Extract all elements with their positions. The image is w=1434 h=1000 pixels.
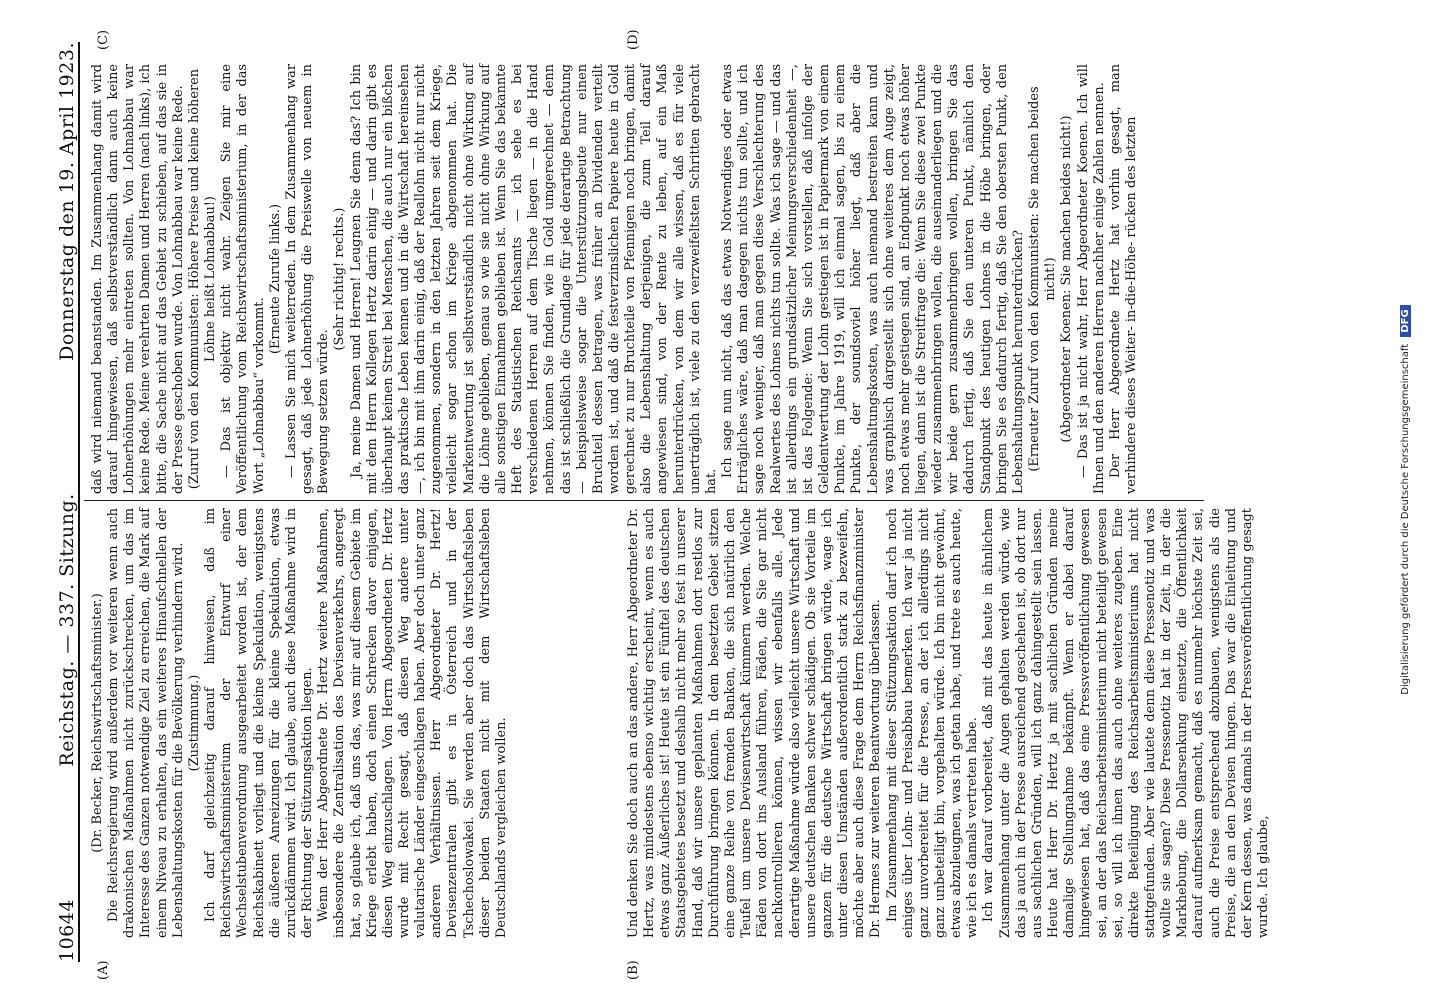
- paragraph: — Lassen Sie mich weiterreden. In dem Zusammenhang war gesagt, daß jede Lohnerhöhung die Preiswelle von neuem in Bewegung setzen würde.: [283, 64, 332, 494]
- reaction-line: (Abgeordneter Koenen: Sie machen beides nicht!): [1059, 115, 1075, 443]
- column-left-upper: [90, 508, 620, 938]
- dfg-logo: DFG: [1400, 305, 1411, 336]
- paragraph: Ich darf gleichzeitig darauf hinweisen, daß im Reichswirtschaftsministerium der Entwurf einer Wechselstubenverordnung ausgearbeitet worden ist, der dem Reichskabinett vorliegt und die kleine Spekulation, wenigstens die äußeren Anreizungen für die kleine Spekulation, etwas zurückdämmen wird. Ich glaube, auch diese Maßnahme wird in der Richtung der Stützungsaktion liegen.: [203, 508, 316, 938]
- reaction-line: (Zustimmung.): [186, 674, 202, 772]
- column-left-lower: [626, 508, 1272, 938]
- paragraph: Und denken Sie doch auch an das andere, Herr Abgeordneter Dr. Hertz, was mindestens ebenso wichtig erscheint, wenn es auch etwas ganz Äußerliches ist! Heute ist ein Fünftel des deutschen Staatsgebietes besetzt und deshalb nicht mehr so fest in unserer Hand, daß wir unsere geplanten Maßnahmen dort restlos zur Durchführung bringen können. In dem besetzten Gebiet sitzen eine ganze Reihe von fremden Banken, die sich natürlich den Teufel um unsere Devisenwirtschaft kümmern werden. Welche Fäden von dort ins Ausland führen, Fäden, die Sie gar nicht nachkontrollieren können, wissen wir ebenfalls alle. Jede derartige Maßnahme würde also vielleicht unsere Wirtschaft und unsere deutschen Banken schwer schädigen. Ob sie Vorteile im ganzen für die deutsche Wirtschaft bringen würde, wage ich unter diesen Umständen außerordentlich stark zu bezweifeln, möchte aber auch diese Frage dem Herrn Reichsfinanzminister Dr. Hermes zur weiteren Beantwortung überlassen.: [626, 508, 884, 938]
- reaction-line: (Erneute Zurufe links.): [267, 203, 283, 355]
- credit-text: Digitalisierung gefördert durch die Deutsche Forschungsgemeinschaft: [1400, 343, 1411, 695]
- paragraph: Im Zusammenhang mit dieser Stützungsaktion darf ich noch einiges über Lohn- und Preisabbau bemerken. Ich war ja nicht ganz unvorbereitet für die Presse, an der ich allerdings nicht ganz unbeteiligt bin, vorgehalten würde. Ich bin nicht gewöhnt, etwas abzuleugnen, was ich getan habe, und trete es auch heute, wie ich es damals vertreten habe.: [884, 508, 981, 938]
- reaction-line: (Erneuter Zuruf von den Kommunisten: Sie machen beides nicht!): [1027, 86, 1059, 472]
- paragraph: Ja, meine Damen und Herren! Leugnen Sie denn das? Ich bin mit dem Herrn Kollegen Hertz darin einig — und darin gibt es überhaupt keinen Streit bei Menschen, die auch nur ein bißchen das praktische Leben kennen und in die Wirtschaft hereinsehen —, ich bin mit ihm darin einig, daß der Reallohn nicht nur nicht zugenommen, sondern in den letzten Jahren seit dem Kriege, vielleicht sogar schon im Kriege abgenommen hat. Die Markentwertung ist selbstverständlich nicht ohne Wirkung auf die Löhne geblieben, genau so wie sie nicht ohne Wirkung auf alle sonstigen Einnahmen geblieben ist. Wenn Sie das bekannte Heft des Statistischen Reichsamts — ich sehe es bei verschiedenen Herren auf dem Tische liegen — in die Hand nehmen, können Sie finden, wie in Gold umgerechnet — denn das ist schließlich die Grundlage für jede derartige Betrachtung — beispielsweise sogar die Unterstützungsbeute nur einen Bruchteil dessen betragen, was früher an Dividenden verteilt worden ist, und daß die festverzinslichen Papiere heute in Gold gerechnet zu nur Bruchteile von Pfennigen noch bringen, damit also die Lebenshaltung derjenigen, die zum Teil darauf angewiesen sind, von der Rente zu leben, auf ein Maß herunterdrücken, von dem wir alle wissen, daß es für viele unerträglich ist, viele zu den verzweifeltsten Schritten gebracht hat.: [348, 64, 719, 494]
- paragraph: Die Reichsregierung wird außerdem vor weiteren wenn auch drakonischen Maßnahmen nicht zurückschrecken, um das im Interesse des Ganzen notwendige Ziel zu erreichen, die Mark auf einem Niveau zu erhalten, das ein weiteres Hinaufschnellen der Lebenshaltungskosten für die Bevölkerung verhindern wird.: [106, 508, 186, 938]
- paragraph: Der Herr Abgeordnete Hertz hat vorhin gesagt, man verhindere dieses Weiter- in-die-Höhe- rücken des letzten: [1107, 64, 1139, 494]
- page-date: Donnerstag den 19. April 1923.: [56, 42, 78, 361]
- margin-marker-d: (D): [626, 29, 641, 50]
- column-right: [90, 64, 1202, 494]
- paragraph: Ich sage nun nicht, daß das etwas Notwendiges oder etwas Erträgliches wäre, daß man dagegen nichts tun sollte, und ich sage noch weniger, daß man gegen diese Verschlechterung des Realwertes des Lohnes nichts tun sollte. Was ich sage — und das ist allerdings ein grundsätzlicher Meinungsverschiedenheit —, ist das Folgende: Wenn Sie sich vorstellen, daß infolge der Geldentwertung der Lohn gestiegen ist in Papiermark von einem Punkte, im Jahre 1919, will ich einmal sagen, bis zu einem Punkte, der soundsoviel höher liegt, daß aber die Lebenshaltungskosten, was auch niemand bestreiten kann und was graphisch dargestellt sich ohne weiteres dem Auge zeigt, noch etwas mehr gestiegen sind, an Endpunkt noch etwas höher liegen, dann ist die Streitfrage die: Wenn Sie diese zwei Punkte wieder zusammenbringen wollen, die auseinanderliegen und die wir beide gern zusammenbringen wollen, bringen Sie das dadurch fertig, daß Sie den unteren Punkt, nämlich den Standpunkt des heutigen Lohnes in die Höhe bringen, oder bringen Sie es dadurch fertig, daß Sie den obersten Punkt, den Lebenshaltungspunkt herunterdrücken?: [720, 64, 1026, 494]
- page-number: 10644: [56, 899, 78, 962]
- paragraph: Ich war darauf vorbereitet, daß mit das heute in ähnlichem Zusammenhang unter die Augen gehalten werden würde, wie das ja auch in der Presse ausreichend geschehen ist, ob dort nur aus sachlichen Gründen, will ich ganz dahingestellt sein lassen. Heute hat Herr Dr. Hertz ja mit sachlichen Gründen meine damalige Stellungnahme bekämpft. Wenn er dabei darauf hingewiesen hat, daß das eine Pressveröffentlichung gewesen sei, an der das Reichsarbeitsministerium nicht beteiligt gewesen sei, so will ich ihnen das auch ohne weiteres zugeben. Eine direkte Beteiligung des Reichsarbeitsministeriums hat nicht stattgefunden. Aber wie lautete denn diese Pressenotiz und was wollte sie sagen? Diese Pressenotiz hat in der Zeit, in der die Markhebung, die Dollarsenkung einsetzte, die Öffentlichkeit darauf aufmerksam gemacht, daß es nunmehr höchste Zeit sei, auch die Preise entsprechend abzubauen, wenigstens als die Preise, die an den Devisen hingen. Das war die Einleitung und der Kern dessen, was damals in der Pressveröffentlichung gesagt wurde. Ich glaube,: [981, 508, 1272, 938]
- reaction-line: (Sehr richtig! rechts.): [332, 207, 348, 351]
- page-header: [44, 42, 80, 962]
- margin-marker-b: (B): [626, 960, 641, 980]
- reaction-line: (Zuruf von den Kommunisten: Höhere Preise und keine höheren Löhne heißt Lohnabbau!): [186, 68, 219, 490]
- digitization-credit: [1400, 20, 1411, 980]
- page-title: Reichstag. — 337. Sitzung.: [56, 493, 78, 767]
- margin-marker-c: (C): [96, 29, 111, 50]
- column-divider: [84, 500, 1204, 501]
- paragraph: — Das ist ja nicht wahr, Herr Abgeordneter Koenen. Ich will Ihnen und den anderen Herren nachher einige Zahlen nennen.: [1075, 64, 1107, 494]
- paragraph: — Das ist objektiv nicht wahr. Zeigen Sie mir eine Veröffentlichung vom Reichswirtschaftsministerium, in der das Wort „Lohnabbau“ vorkommt.: [219, 64, 267, 494]
- margin-marker-a: (A): [96, 960, 111, 980]
- paragraph: Wenn der Herr Abgeordnete Dr. Hertz weitere Maßnahmen, insbesondere die Zentralisation des Devisenverkehrs, angeregt hat, so glaube ich, daß uns das, was mir auf diesem Gebiete im Kriege erlebt haben, doch einen Schrecken davor einjagen, diesen Weg einzuschlagen. Von Herrn Abgeordneten Dr. Hertz wurde mit Recht gesagt, daß diesen Weg andere unter valutarische Länder eingeschlagen haben. Aber doch unter ganz anderen Verhältnissen. Herr Abgeordneter Dr. Hertz! Devisenzentralen gibt es in Österreich und in der Tschechoslowakei. Sie werden aber doch das Wirtschaftsleben dieser beiden Staaten nicht mit dem Wirtschaftsleben Deutschlands vergleichen wollen.: [316, 508, 509, 938]
- paragraph: daß wird niemand beanstanden. Im Zusammenhang damit wird darauf hingewiesen, daß selbstverständlich dann auch keine Lohnerhöhungen mehr eintreten sollten. Von Lohnabbau war keine Rede. Meine verehrten Damen und Herren (nach links), ich bitte, die Sache nicht auf das Gebiet zu schieben, auf das sie in der Presse geschoben wurde. Von Lohnabbau war keine Rede.: [90, 64, 186, 494]
- speaker-line: (Dr. Becker, Reichswirtschaftsminister.): [90, 593, 105, 853]
